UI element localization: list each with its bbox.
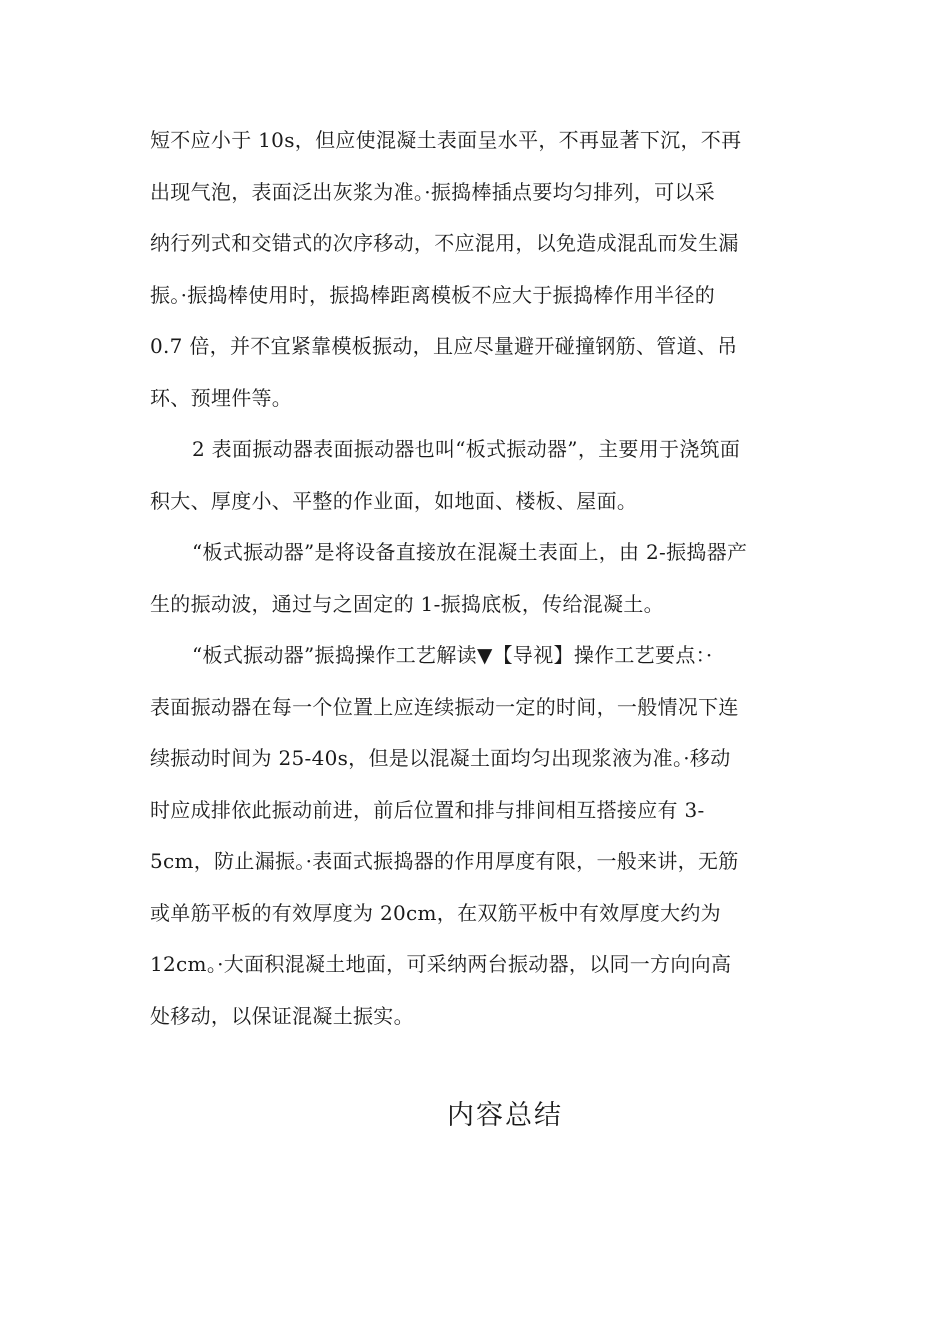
paragraph-line: 纳行列式和交错式的次序移动，不应混用，以免造成混乱而发生漏 bbox=[150, 231, 739, 255]
paragraph-line: 短不应小于 10s，但应使混凝土表面呈水平，不再显著下沉，不再 bbox=[150, 128, 742, 152]
paragraph-plate-vibrator-operation bbox=[150, 630, 800, 1042]
paragraph-line: 振。·振捣棒使用时，振捣棒距离模板不应大于振捣棒作用半径的 bbox=[150, 282, 716, 307]
paragraph-line: 表面振动器在每一个位置上应连续振动一定的时间，一般情况下连 bbox=[150, 694, 739, 719]
paragraph-plate-vibrator-principle bbox=[150, 527, 800, 630]
paragraph-line: “板式振动器”是将设备直接放在混凝土表面上，由 2-振捣器产 bbox=[192, 540, 748, 564]
paragraph-line: “板式振动器”振捣操作工艺解读▼【导视】操作工艺要点：· bbox=[192, 643, 713, 667]
paragraph-line: 2 表面振动器表面振动器也叫“板式振动器”，主要用于浇筑面 bbox=[192, 437, 741, 461]
paragraph-surface-vibrator-intro bbox=[150, 424, 800, 527]
paragraph-line: 出现气泡，表面泛出灰浆为准。·振捣棒插点要均匀排列，可以采 bbox=[150, 179, 716, 204]
paragraph-line: 续振动时间为 25-40s，但是以混凝土面均匀出现浆液为准。·移动 bbox=[150, 746, 731, 770]
paragraph-line: 处移动，以保证混凝土振实。 bbox=[150, 1003, 414, 1028]
paragraph-line: 环、预埋件等。 bbox=[150, 385, 293, 410]
paragraph-line: 5cm，防止漏振。·表面式振捣器的作用厚度有限，一般来讲，无筋 bbox=[150, 849, 739, 873]
paragraph-vibrator-rod-continued bbox=[150, 115, 800, 424]
paragraph-line: 或单筋平板的有效厚度为 20cm，在双筋平板中有效厚度大约为 bbox=[150, 900, 721, 925]
section-title: 内容总结 bbox=[447, 1100, 563, 1131]
paragraph-line: 积大、厚度小、平整的作业面，如地面、楼板、屋面。 bbox=[150, 488, 638, 513]
paragraph-line: 0.7 倍，并不宜紧靠模板振动，且应尽量避开碰撞钢筋、管道、吊 bbox=[150, 334, 738, 358]
paragraph-line: 时应成排依此振动前进，前后位置和排与排间相互搭接应有 3- bbox=[150, 797, 705, 822]
paragraph-line: 生的振动波，通过与之固定的 1-振捣底板，传给混凝土。 bbox=[150, 591, 664, 616]
paragraph-line: 12cm。·大面积混凝土地面，可采纳两台振动器，以同一方向向高 bbox=[150, 952, 732, 976]
